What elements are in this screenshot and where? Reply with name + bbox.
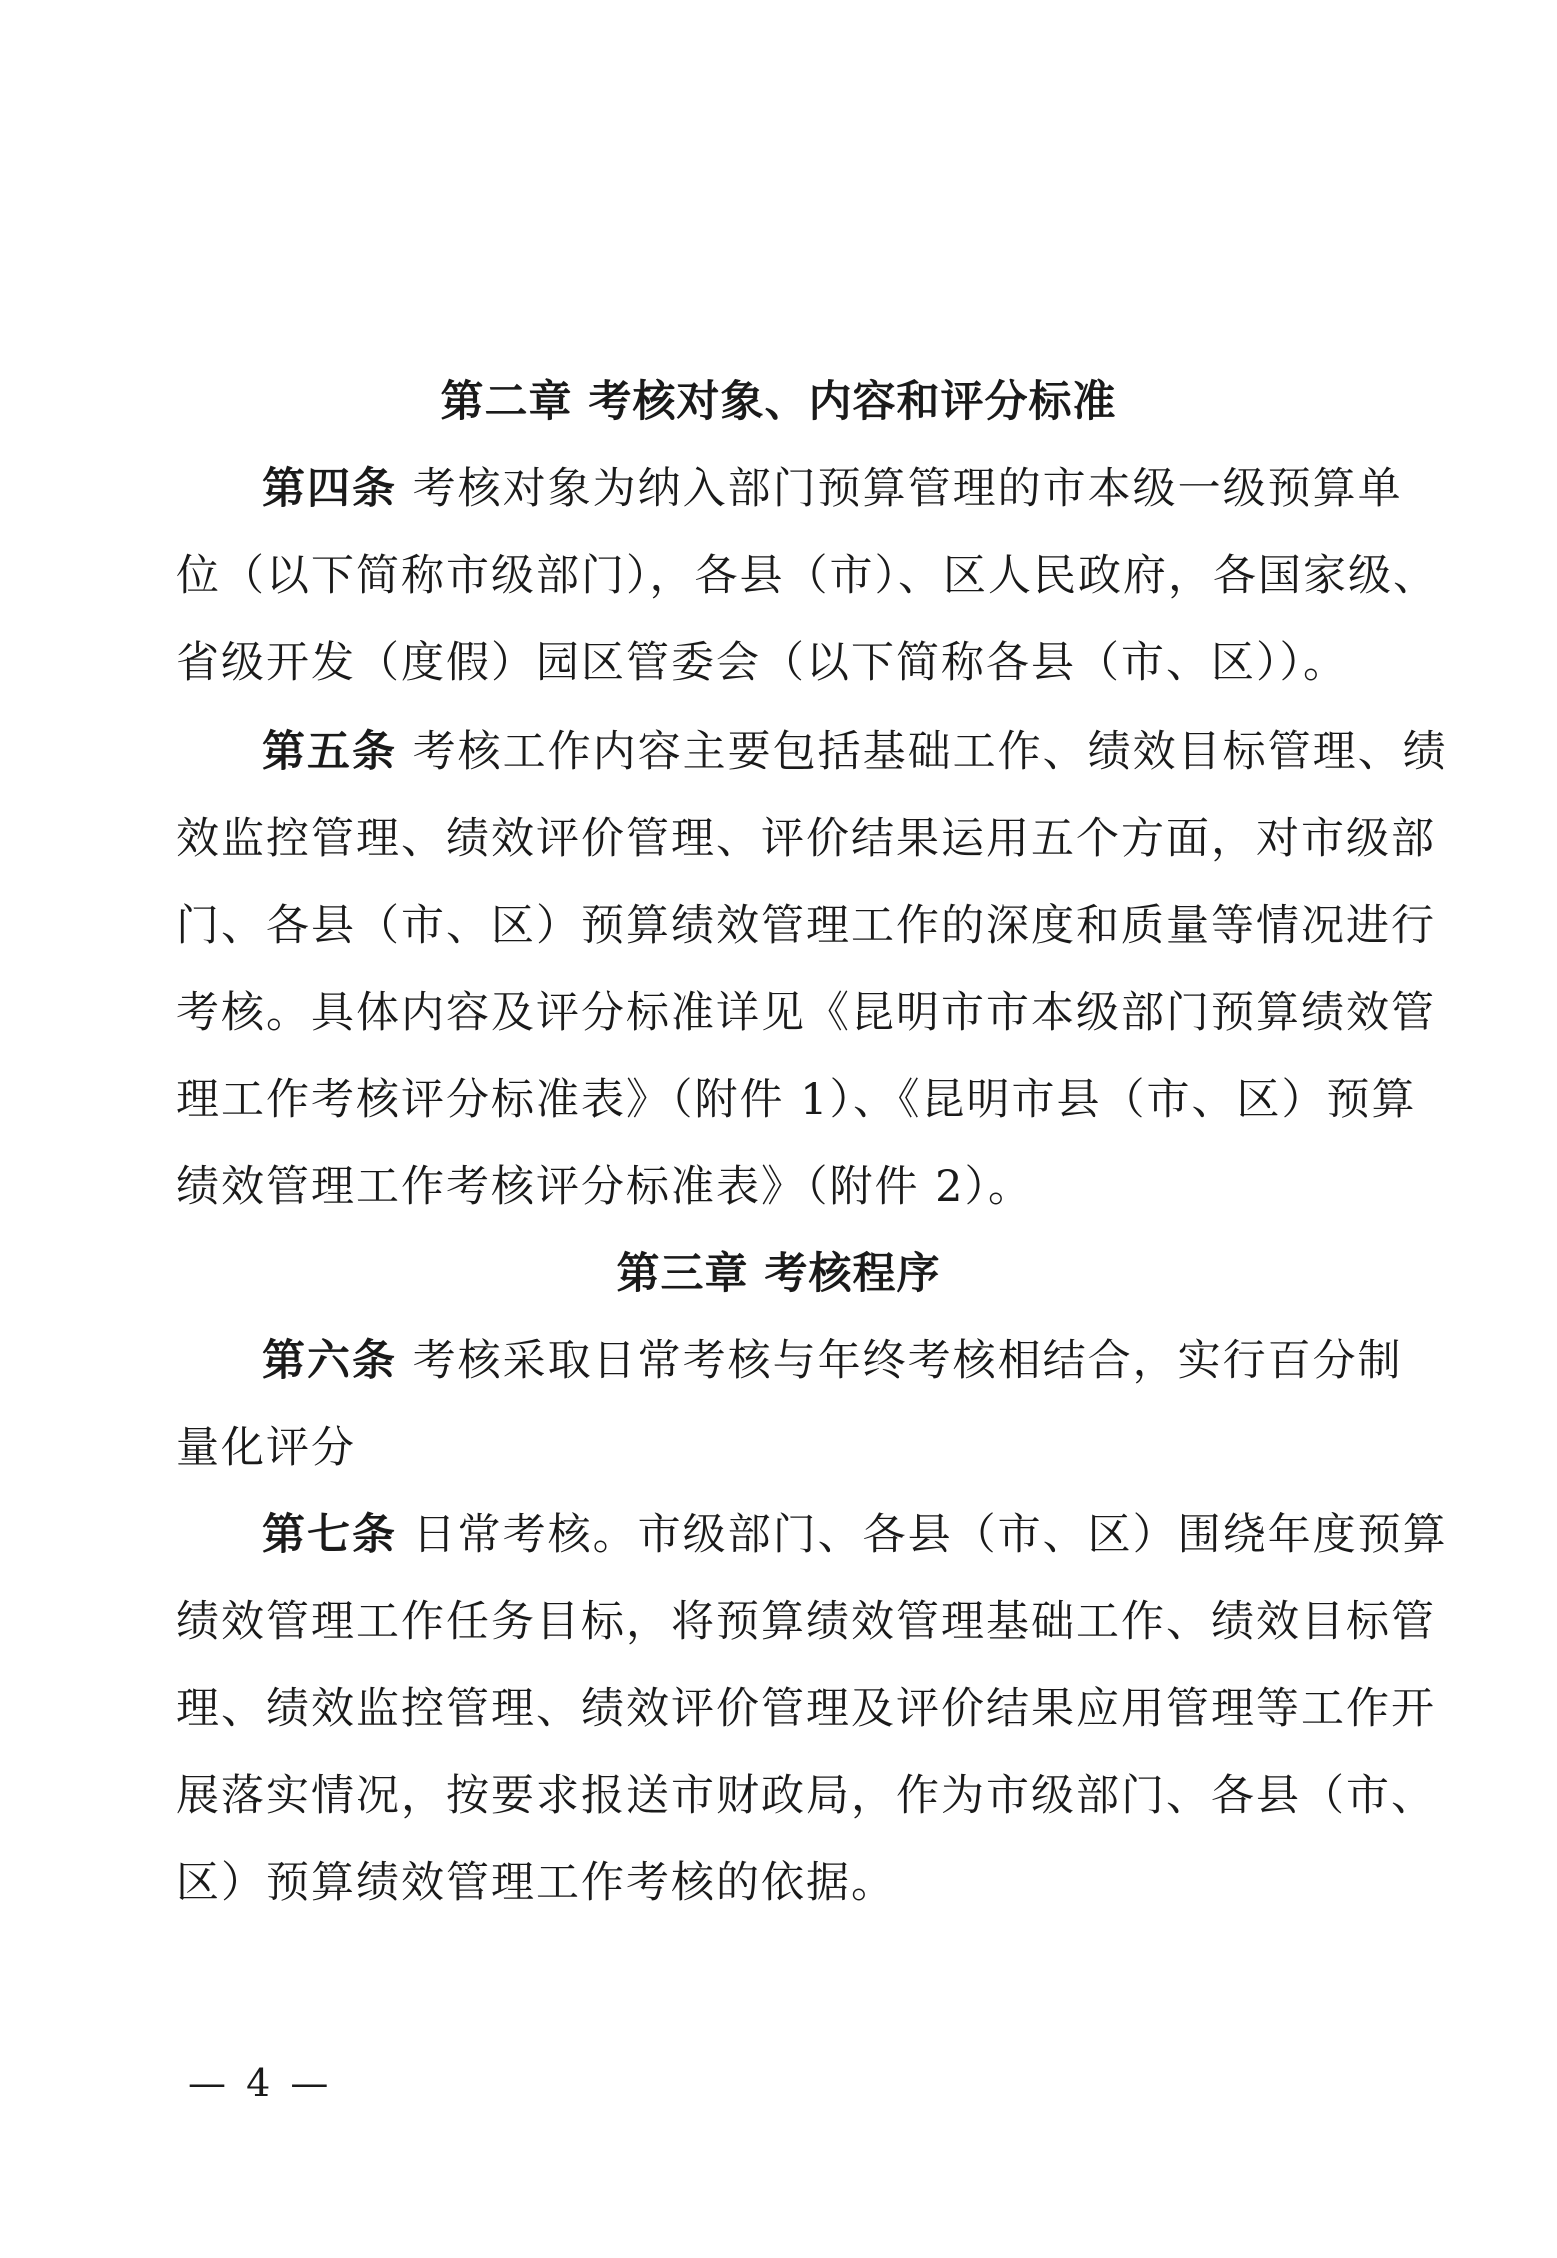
chapter-2-heading: 第二章 考核对象、内容和评分标准 (440, 377, 1117, 427)
article-5-line-4: 考核。具体内容及评分标准详见《昆明市市本级部门预算绩效管 (176, 988, 1436, 1038)
article-5-line-2: 效监控管理、绩效评价管理、评价结果运用五个方面，对市级部 (176, 814, 1436, 864)
article-5-line-5: 理工作考核评分标准表》（附件 1）、《昆明市县（市、区）预算 (176, 1075, 1417, 1125)
article-7-lead: 第七条 (262, 1510, 397, 1560)
article-7-line-2: 绩效管理工作任务目标，将预算绩效管理基础工作、绩效目标管 (176, 1597, 1436, 1647)
article-5-line-1 (262, 722, 1448, 782)
article-4-text-1: 考核对象为纳入部门预算管理的市本级一级预算单 (397, 464, 1403, 514)
article-7-line-5: 区）预算绩效管理工作考核的依据。 (176, 1858, 896, 1908)
article-7-line-3: 理、绩效监控管理、绩效评价管理及评价结果应用管理等工作开 (176, 1684, 1436, 1734)
article-5-lead: 第五条 (262, 727, 397, 777)
article-6-lead: 第六条 (262, 1336, 397, 1386)
article-5-line-3: 门、各县（市、区）预算绩效管理工作的深度和质量等情况进行 (176, 901, 1436, 951)
page-number: — 4 — (188, 2061, 333, 2105)
article-4-lead: 第四条 (262, 464, 397, 514)
chapter-3-heading: 第三章 考核程序 (616, 1249, 941, 1299)
article-7-text-1: 日常考核。市级部门、各县（市、区）围绕年度预算 (397, 1510, 1448, 1560)
article-7-line-4: 展落实情况，按要求报送市财政局，作为市级部门、各县（市、 (176, 1771, 1436, 1821)
article-4-line-2: 位（以下简称市级部门），各县（市）、区人民政府，各国家级、 (176, 551, 1438, 601)
article-5-text-1: 考核工作内容主要包括基础工作、绩效目标管理、绩 (397, 727, 1448, 777)
article-5-line-6: 绩效管理工作考核评分标准表》（附件 2）。 (176, 1162, 1034, 1212)
article-7-line-1 (262, 1505, 1448, 1565)
article-6-text-1: 考核采取日常考核与年终考核相结合，实行百分制 (397, 1336, 1403, 1386)
article-4-line-3: 省级开发（度假）园区管委会（以下简称各县（市、区））。 (176, 638, 1348, 688)
article-6-line-2: 量化评分 (176, 1423, 356, 1473)
article-6-line-1 (262, 1331, 1403, 1391)
article-4-line-1 (262, 459, 1403, 519)
